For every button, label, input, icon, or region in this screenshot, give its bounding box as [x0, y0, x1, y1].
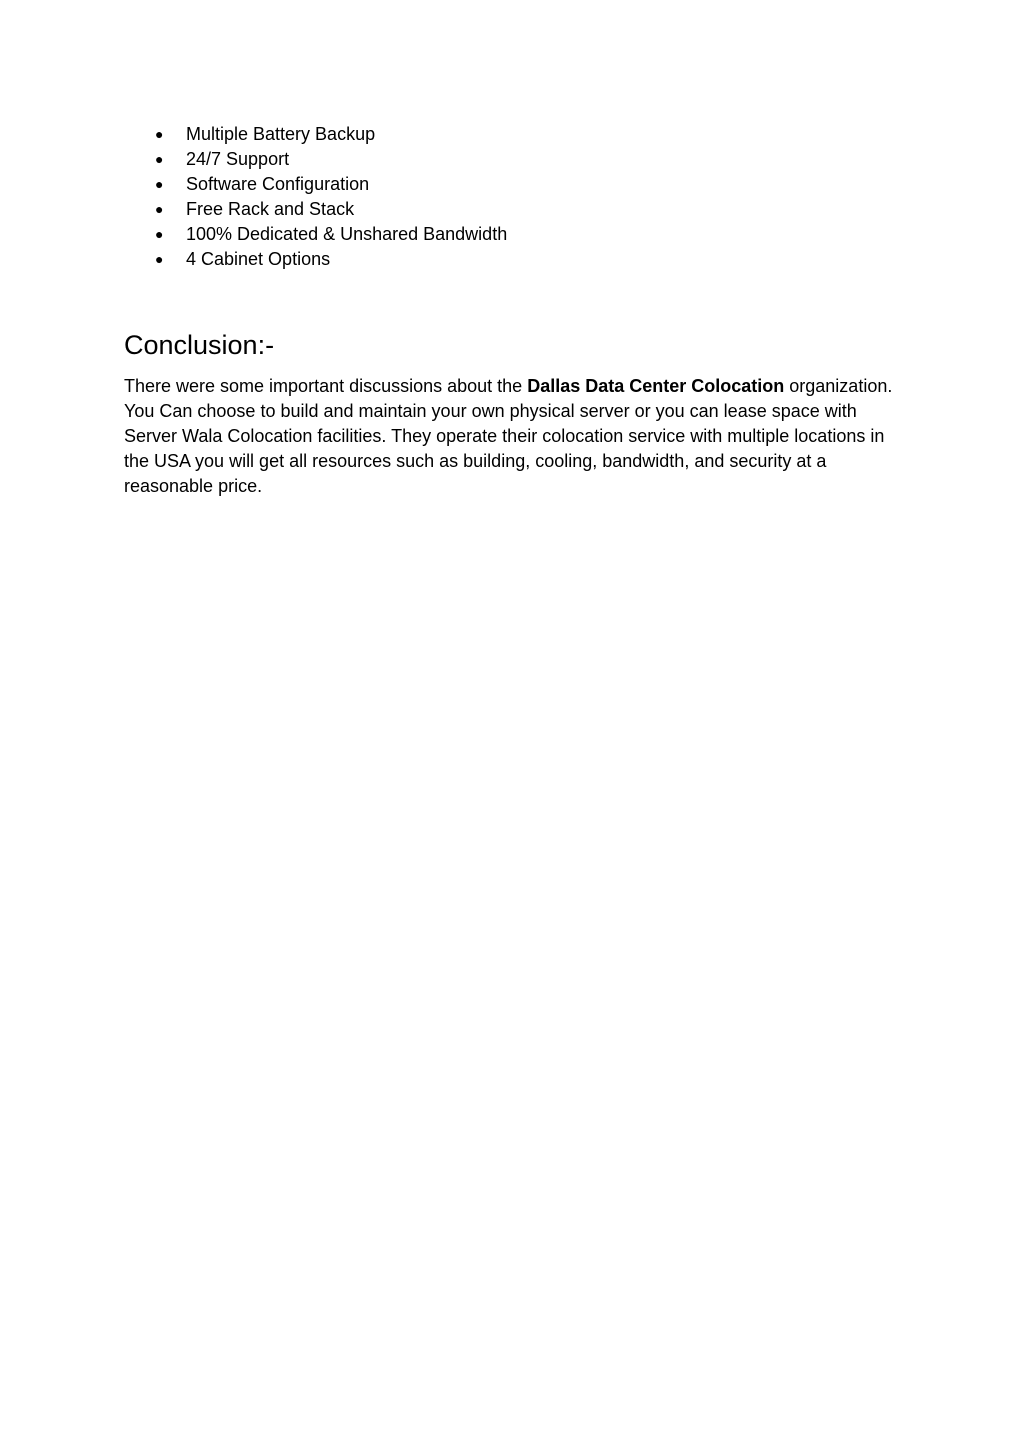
paragraph-body: organization. You Can choose to build and maintain your own physical server or you can lease space with Server Wala Colocation facilities. They operate their colocation service with multiple locations in the USA you will get all resources such as building, cooling, bandwidth, and security at a reasonable price. — [124, 376, 893, 496]
bullet-icon: ● — [155, 201, 164, 217]
bullet-icon: ● — [155, 251, 164, 267]
bullet-icon: ● — [155, 151, 164, 167]
list-item — [124, 197, 507, 222]
paragraph-bold-phrase: Dallas Data Center Colocation — [527, 376, 785, 396]
bullet-icon: ● — [155, 176, 164, 192]
list-item-text: Free Rack and Stack — [186, 199, 355, 219]
list-item-text: Software Configuration — [186, 174, 370, 194]
feature-list — [124, 122, 507, 272]
list-item — [124, 222, 507, 247]
list-item-text: 24/7 Support — [186, 149, 290, 169]
conclusion-heading: Conclusion:- — [124, 330, 275, 360]
conclusion-paragraph — [124, 374, 914, 499]
bullet-icon: ● — [155, 126, 164, 142]
bullet-icon: ● — [155, 226, 164, 242]
list-item-text: Multiple Battery Backup — [186, 124, 376, 144]
paragraph-intro: There were some important discussions about the — [124, 376, 528, 396]
list-item-text: 100% Dedicated & Unshared Bandwidth — [186, 224, 508, 244]
list-item — [124, 122, 507, 147]
list-item — [124, 147, 507, 172]
list-item — [124, 172, 507, 197]
list-item-text: 4 Cabinet Options — [186, 249, 331, 269]
list-item — [124, 247, 507, 272]
